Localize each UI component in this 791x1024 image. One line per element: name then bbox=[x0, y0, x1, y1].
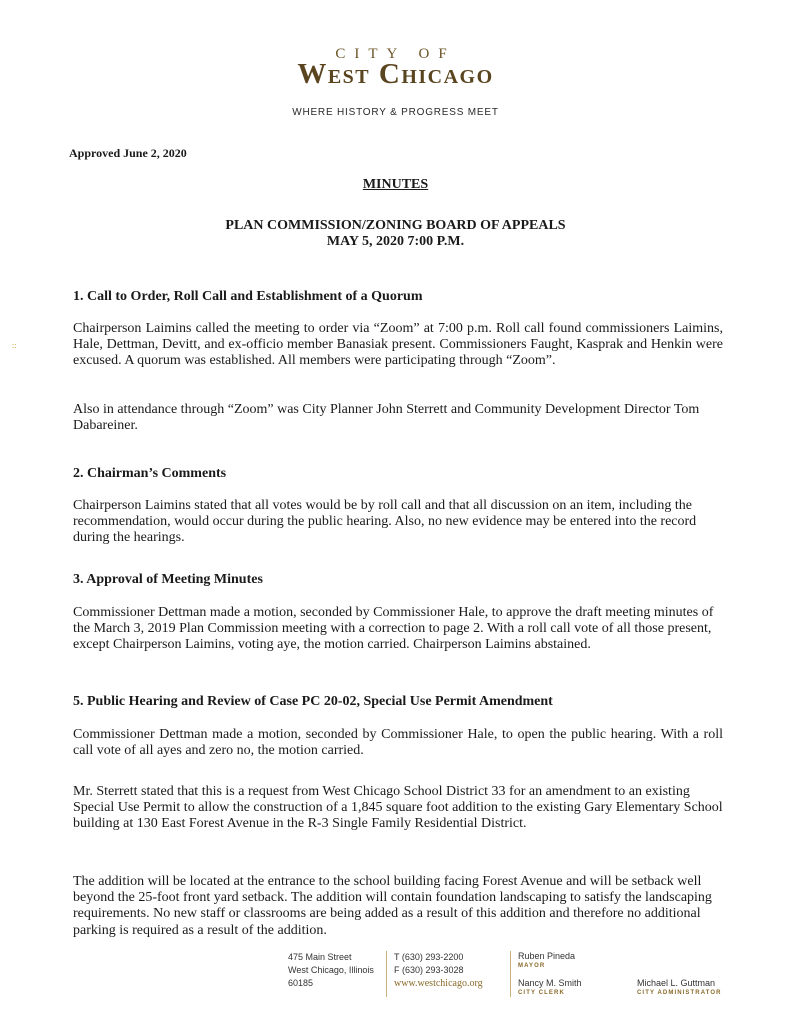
footer-address bbox=[288, 951, 374, 990]
footer-website-link[interactable]: www.westchicago.org bbox=[394, 978, 483, 989]
section-paragraph: The addition will be located at the entrance to the school building facing Forest Avenue and will be setback well beyond the 25-foot front yard setback. The addition will contain foundation landscaping to satisfy the landscaping requirements. No new staff or classrooms are being added as a result of this addition and therefore no additional parking is required as a result of the addition. bbox=[73, 874, 712, 938]
section-heading-approval-minutes: 3. Approval of Meeting Minutes bbox=[73, 572, 263, 587]
footer-address-line: West Chicago, Illinois bbox=[288, 965, 374, 975]
section-paragraph: Commissioner Dettman made a motion, seconded by Commissioner Hale, to approve the draft meeting minutes of the March 3, 2019 Plan Commission meeting with a correction to page 2. With a roll call vote of all those present, except Chairperson Laimins, voting aye, the motion carried. Chairperson Laimins abstained. bbox=[73, 605, 714, 653]
official-name: Ruben Pineda bbox=[518, 951, 576, 961]
official-name: Nancy M. Smith bbox=[518, 978, 582, 988]
meeting-date: MAY 5, 2020 7:00 P.M. bbox=[326, 234, 465, 249]
letterhead-city-of: CITY OF bbox=[335, 46, 456, 62]
footer-address-line: 60185 bbox=[288, 978, 314, 988]
section-paragraph: Chairperson Laimins stated that all votes would be by roll call and that all discussion on an item, including the recommendation, would occur during the public hearing. Also, no new evidence may be entered into the record during the hearings. bbox=[73, 498, 697, 546]
margin-mark: :: bbox=[12, 341, 17, 350]
letterhead-tagline: WHERE HISTORY & PROGRESS MEET bbox=[292, 107, 499, 118]
footer-divider bbox=[510, 951, 511, 997]
footer-contact bbox=[394, 951, 483, 990]
footer-phone: T (630) 293-2200 bbox=[394, 952, 464, 962]
section-paragraph: Commissioner Dettman made a motion, seconded by Commissioner Hale, to open the public hearing. With a roll call vote of all ayes and zero no, the motion carried. bbox=[73, 727, 723, 759]
footer-official-administrator bbox=[637, 977, 722, 1000]
minutes-title: MINUTES bbox=[362, 177, 429, 192]
official-role: CITY CLERK bbox=[518, 990, 565, 996]
official-name: Michael L. Guttman bbox=[637, 978, 716, 988]
approval-date: Approved June 2, 2020 bbox=[69, 146, 187, 160]
footer-official-clerk bbox=[518, 977, 582, 1000]
section-heading-call-to-order: 1. Call to Order, Roll Call and Establishment of a Quorum bbox=[73, 289, 423, 304]
official-role: CITY ADMINISTRATOR bbox=[637, 990, 722, 996]
footer-official-mayor bbox=[518, 950, 575, 973]
board-title: PLAN COMMISSION/ZONING BOARD OF APPEALS bbox=[225, 218, 566, 233]
section-paragraph: Mr. Sterrett stated that this is a request from West Chicago School District 33 for an amendment to an existing Special Use Permit to allow the construction of a 1,845 square foot addition to the existing Gary Elementary School building at 130 East Forest Avenue in the R-3 Single Family Residential District. bbox=[73, 784, 723, 832]
section-heading-chairman-comments: 2. Chairman’s Comments bbox=[73, 466, 227, 481]
footer-divider bbox=[386, 951, 387, 997]
section-heading-public-hearing: 5. Public Hearing and Review of Case PC 20-02, Special Use Permit Amendment bbox=[73, 694, 553, 709]
section-paragraph: Also in attendance through “Zoom” was City Planner John Sterrett and Community Development Director Tom Dabareiner. bbox=[73, 402, 700, 434]
footer-fax: F (630) 293-3028 bbox=[394, 965, 464, 975]
footer-address-line: 475 Main Street bbox=[288, 952, 352, 962]
letterhead-city-name: West Chicago bbox=[297, 58, 494, 90]
section-paragraph: Chairperson Laimins called the meeting to order via “Zoom” at 7:00 p.m. Roll call found commissioners Laimins, Hale, Dettman, Devitt, and ex-officio member Banasiak present. Commissioners Faught, Kasprak and Henkin were excused. A quorum was established. All members were participating through “Zoom”. bbox=[73, 321, 723, 369]
official-role: MAYOR bbox=[518, 963, 546, 969]
